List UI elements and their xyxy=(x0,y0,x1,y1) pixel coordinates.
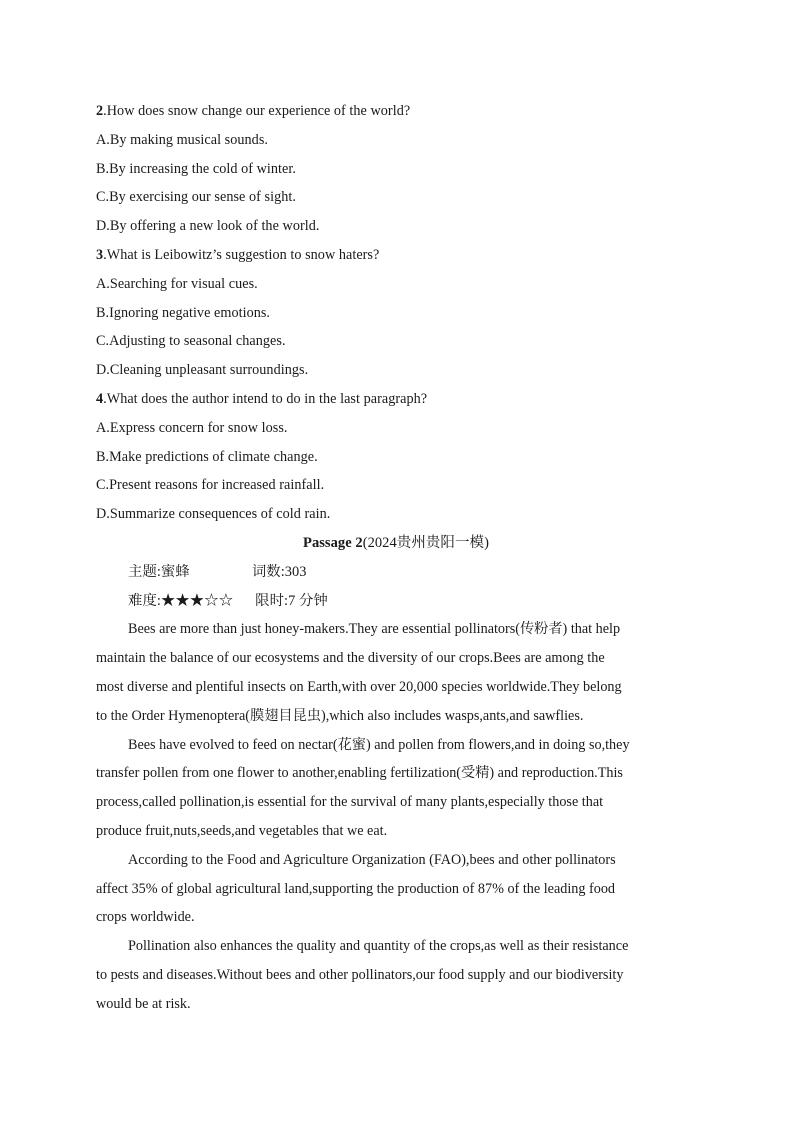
option-a: A.Searching for visual cues. xyxy=(96,275,258,292)
option-b: B.Make predictions of climate change. xyxy=(96,448,318,465)
question-3 xyxy=(96,241,696,385)
option-c: C.Adjusting to seasonal changes. xyxy=(96,333,286,350)
question-stem: 3.What is Leibowitz’s suggestion to snow haters? xyxy=(96,246,380,263)
time-limit: 限时:7 分钟 xyxy=(255,592,328,609)
option-d: D.By offering a new look of the world. xyxy=(96,218,320,235)
option-a: A.By making musical sounds. xyxy=(96,131,268,148)
question-number: 3 xyxy=(96,246,104,263)
document-page xyxy=(96,97,696,1019)
option-d: D.Cleaning unpleasant surroundings. xyxy=(96,362,309,379)
option-b: B.By increasing the cold of winter. xyxy=(96,160,296,177)
word-count: 词数:303 xyxy=(251,563,307,580)
paragraph-2: Bees have evolved to feed on nectar(花蜜) and pollen from flowers,and in doing so,they transfer pollen from one flower to another,enabling fertilization(受精) and reproduction.This process,called pollination,is essential for the survival of many plants,especially those that produce fruit,nuts,seeds,and vegetables that we eat. xyxy=(96,736,630,839)
option-c: C.Present reasons for increased rainfall. xyxy=(96,477,325,494)
paragraph-4: Pollination also enhances the quality and quantity of the crops,as well as their resistance to pests and diseases.Without bees and other pollinators,our food supply and our biodiversity would be at risk. xyxy=(96,938,629,1012)
option-c: C.By exercising our sense of sight. xyxy=(96,189,296,206)
passage-meta-difficulty xyxy=(96,587,696,616)
question-number: 2 xyxy=(96,103,104,119)
difficulty-rating: 难度:★★★☆☆ xyxy=(128,592,234,609)
option-b: B.Ignoring negative emotions. xyxy=(96,304,271,321)
passage-title: Passage 2(2024贵州贵阳一模) xyxy=(303,534,489,551)
option-d: D.Summarize consequences of cold rain. xyxy=(96,506,331,523)
passage-source: (2024贵州贵阳一模) xyxy=(362,534,489,551)
paragraph-1: Bees are more than just honey-makers.They are essential pollinators(传粉者) that help maintain the balance of our ecosystems and the diversity of our crops.Bees are among the most diverse and plentiful insects on Earth,with over 20,000 species worldwide.They belong to the Order Hymenoptera(膜翅目昆虫),which also includes wasps,ants,and sawflies. xyxy=(96,621,622,724)
passage-meta-topic xyxy=(96,558,696,587)
question-2 xyxy=(96,97,696,241)
question-stem: 4.What does the author intend to do in the last paragraph? xyxy=(96,390,428,407)
question-stem: 2.How does snow change our experience of the world? xyxy=(96,103,411,119)
question-number: 4 xyxy=(96,390,104,407)
paragraph-3: According to the Food and Agriculture Organization (FAO),bees and other pollinators affect 35% of global agricultural land,supporting the production of 87% of the leading food crops worldwide. xyxy=(96,851,616,926)
topic: 主题:蜜蜂 xyxy=(128,563,190,580)
question-4 xyxy=(96,385,696,529)
option-a: A.Express concern for snow loss. xyxy=(96,419,288,436)
